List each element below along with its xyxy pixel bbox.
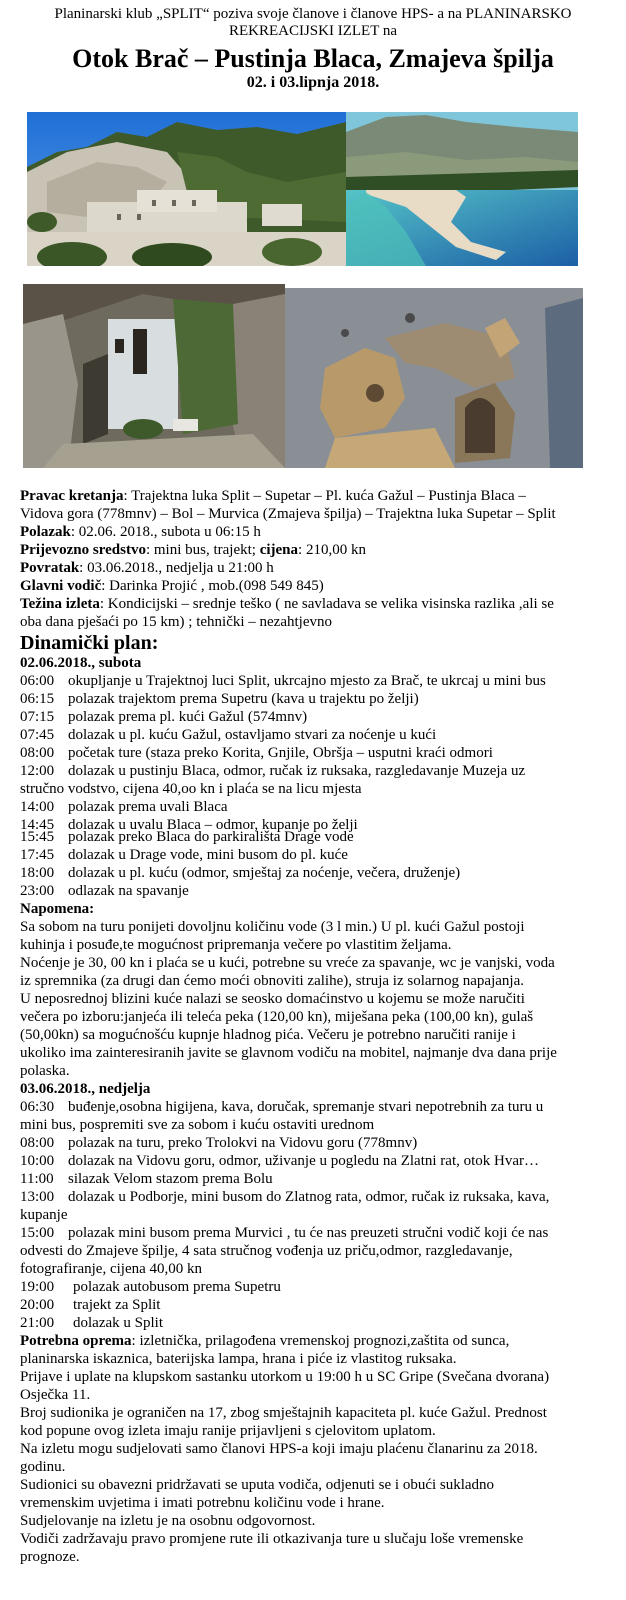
schedule-item: [20, 1224, 620, 1242]
schedule-item: [20, 672, 620, 690]
footer-line: godinu.: [20, 1459, 66, 1475]
price-value: : 210,00 kn: [298, 542, 366, 558]
schedule-item-continued: kupanje: [20, 1207, 68, 1223]
event-date: 02. i 03.lipnja 2018.: [246, 74, 380, 91]
schedule-item: [20, 828, 620, 846]
schedule-item: [20, 1152, 620, 1170]
note-line: iz spremnika (za drugi dan ćemo moći obnoviti zalihe), struja iz solarnog napajanja.: [20, 973, 524, 989]
trip-details: [20, 487, 620, 1566]
footer-line: Osječka 11.: [20, 1387, 91, 1403]
schedule-time: 17:45: [20, 847, 55, 863]
note-line: ukoliko ima zainteresiranih javite se glavnom vodiču na mobitel, najmanje dva dana prije: [20, 1045, 557, 1061]
schedule-item: [20, 744, 620, 762]
day2-heading: 03.06.2018., nedjelja: [20, 1081, 151, 1097]
schedule-time: 10:00: [20, 1153, 55, 1169]
schedule-item: [20, 798, 620, 816]
difficulty-label: Težina izleta: [20, 596, 100, 612]
equipment-value: : izletnička, prilagođena vremenskoj prognozi,zaštita od sunca,: [131, 1333, 510, 1349]
return-line: [20, 559, 620, 577]
schedule-text: dolazak u Drage vode, mini busom do pl. kuće: [68, 847, 348, 863]
zlatni-rat-photo: [346, 112, 578, 266]
guide-value: : Darinka Projić , mob.(098 549 845): [101, 578, 324, 594]
note-line: (50,00kn) sa mogućnošću kupnje hladnog pića. Večeru je potrebno naručiti ranije i: [20, 1027, 516, 1043]
footer-line: Prijave i uplate na klupskom sastanku utorkom u 19:00 h u SC Gripe (Svečana dvorana): [20, 1369, 550, 1385]
departure-line: [20, 523, 620, 541]
schedule-time: 13:00: [20, 1189, 55, 1205]
transport-label: Prijevozno sredstvo: [20, 542, 146, 558]
schedule-text: okupljanje u Trajektnoj luci Split, ukrcajno mjesto za Brač, te ukrcaj u mini bus: [68, 673, 546, 689]
pustinja-blaca-photo: [27, 112, 346, 266]
departure-value: : 02.06. 2018., subota u 06:15 h: [70, 524, 261, 540]
schedule-time: 08:00: [20, 745, 55, 761]
schedule-text: odlazak na spavanje: [68, 883, 189, 899]
schedule-text: dolazak u Podborje, mini busom do Zlatnog rata, odmor, ručak iz ruksaka, kava,: [68, 1189, 550, 1205]
schedule-item: [20, 1188, 620, 1206]
footer-line: Broj sudionika je ograničen na 17, zbog smještajnih kapaciteta pl. kuće Gažul. Prednost: [20, 1405, 547, 1421]
note-line: U neposrednoj blizini kuće nalazi se seosko domaćinstvo u kojemu se može naručiti: [20, 991, 525, 1007]
schedule-text: polazak trajektom prema Supetru (kava u trajektu po želji): [68, 691, 419, 707]
schedule-text: polazak autobusom prema Supetru: [73, 1279, 281, 1295]
schedule-item-continued: stručno vodstvo, cijena 40,oo kn i plaća se na licu mjesta: [20, 781, 362, 797]
schedule-item: [20, 1170, 620, 1188]
schedule-item: [20, 846, 620, 864]
schedule-text: polazak na turu, preko Trolokvi na Vidovu goru (778mnv): [68, 1135, 418, 1151]
price-label: cijena: [259, 542, 299, 558]
note-line: večera po izboru:janjeća ili teleća peka (120,00 kn), miješana peka (100,00 kn), gulaš: [20, 1009, 534, 1025]
schedule-text: polazak mini busom prema Murvici , tu će nas preuzeti stručni vodič koji će nas: [68, 1225, 549, 1241]
schedule-text: dolazak na Vidovu goru, odmor, uživanje u pogledu na Zlatni rat, otok Hvar…: [68, 1153, 540, 1169]
schedule-time: 06:30: [20, 1099, 55, 1115]
footer-line: Sudjelovanje na izletu je na osobnu odgovornost.: [20, 1513, 316, 1529]
difficulty-value: : Kondicijski – srednje teško ( ne savladava se velika visinska razlika ,ali se: [99, 596, 554, 612]
schedule-text: polazak prema uvali Blaca: [68, 799, 228, 815]
route-line: [20, 487, 620, 505]
cave-hermitage-photo: [23, 284, 285, 468]
schedule-text: buđenje,osobna higijena, kava, doručak, spremanje stvari nepotrebnih za turu u: [68, 1099, 544, 1115]
schedule-item: [20, 708, 620, 726]
schedule-time: 11:00: [20, 1171, 54, 1187]
difficulty-line-2: oba dana pješaći po 15 km) ; tehnički – nezahtjevno: [20, 614, 332, 630]
schedule-time: 06:00: [20, 673, 55, 689]
schedule-time: 21:00: [20, 1315, 55, 1331]
schedule-text: dolazak u pl. kuću (odmor, smještaj za noćenje, večera, druženje): [68, 865, 461, 881]
day1-heading: 02.06.2018., subota: [20, 655, 142, 671]
schedule-item-continued: mini bus, pospremiti sve za sobom i kuću ostaviti urednom: [20, 1117, 375, 1133]
schedule-time: 15:45: [20, 829, 55, 845]
equipment-line: [20, 1332, 620, 1350]
schedule-time: 23:00: [20, 883, 55, 899]
schedule-time: 14:00: [20, 799, 55, 815]
schedule-text: polazak preko Blaca do parkirališta Drage vode: [68, 829, 354, 845]
return-label: Povratak: [20, 560, 80, 576]
route-label: Pravac kretanja: [20, 488, 124, 504]
transport-value: : mini bus, trajekt;: [145, 542, 260, 558]
footer-line: Na izletu mogu sudjelovati samo članovi HPS-a koji imaju plaćenu članarinu za 2018.: [20, 1441, 538, 1457]
footer-line: kod popune ovog izleta imaju ranije prijavljeni s cjelovitom uplatom.: [20, 1423, 436, 1439]
schedule-time: 06:15: [20, 691, 55, 707]
schedule-time: 07:15: [20, 709, 55, 725]
route-line-2: Vidova gora (778mnv) – Bol – Murvica (Zmajeva špilja) – Trajektna luka Supetar – Split: [20, 506, 556, 522]
schedule-item: [20, 1278, 620, 1296]
schedule-text: dolazak u Split: [73, 1315, 163, 1331]
schedule-item: [20, 1296, 620, 1314]
schedule-time: 08:00: [20, 1135, 55, 1151]
schedule-item: [20, 726, 620, 744]
note-line: polaska.: [20, 1063, 70, 1079]
invitation-line-2: REKREACIJSKI IZLET na: [228, 23, 398, 39]
schedule-text: polazak prema pl. kući Gažul (574mnv): [68, 709, 308, 725]
invitation-line-1: Planinarski klub „SPLIT“ poziva svoje članove i članove HPS- a na PLANINARSKO: [54, 6, 572, 22]
note-line: Noćenje je 30, 00 kn i plaća se u kući, potrebne su vreće za spavanje, wc je vanjski, voda: [20, 955, 555, 971]
schedule-item: [20, 762, 620, 780]
return-value: : 03.06.2018., nedjelja u 21:00 h: [79, 560, 274, 576]
schedule-text: dolazak u pl. kuću Gažul, ostavljamo stvari za noćenje u kući: [68, 727, 437, 743]
schedule-time: 20:00: [20, 1297, 55, 1313]
footer-line: Vodiči zadržavaju pravo promjene rute ili otkazivanja ture u slučaju loše vremenske: [20, 1531, 524, 1547]
schedule-time: 12:00: [20, 763, 55, 779]
schedule-time: 19:00: [20, 1279, 55, 1295]
zmajeva-spilja-photo: [285, 288, 583, 468]
equipment-line-2: planinarska iskaznica, baterijska lampa, hrana i piće iz vlastitog ruksaka.: [20, 1351, 457, 1367]
schedule-text: silazak Velom stazom prema Bolu: [68, 1171, 273, 1187]
schedule-item-continued: odvesti do Zmajeve špilje, 4 sata stručnog vođenja uz priču,odmor, razgledavanje,: [20, 1243, 513, 1259]
schedule-item-continued: fotografiranje, cijena 40,00 kn: [20, 1261, 203, 1277]
schedule-item: [20, 690, 620, 708]
schedule-item: [20, 1098, 620, 1116]
note-line: kuhinja i posuđe,te mogućnost pripremanja večere po vlastitim željama.: [20, 937, 452, 953]
note-line: Sa sobom na turu ponijeti dovoljnu količinu vode (3 l min.) U pl. kući Gažul postoji: [20, 919, 525, 935]
schedule-item: [20, 1134, 620, 1152]
schedule-time: 18:00: [20, 865, 55, 881]
schedule-item: [20, 1314, 620, 1332]
plan-heading: Dinamički plan:: [20, 632, 159, 654]
schedule-time: 15:00: [20, 1225, 55, 1241]
schedule-text: dolazak u pustinju Blaca, odmor, ručak iz ruksaka, razgledavanje Muzeja uz: [68, 763, 526, 779]
footer-line: Sudionici su obavezni pridržavati se uputa vodiča, odjenuti se i obući sukladno: [20, 1477, 495, 1493]
equipment-label: Potrebna oprema: [20, 1333, 132, 1349]
guide-line: [20, 577, 620, 595]
schedule-time: 07:45: [20, 727, 55, 743]
note-heading: Napomena:: [20, 901, 95, 917]
schedule-time: 14:45: [20, 817, 55, 833]
route-value: : Trajektna luka Split – Supetar – Pl. kuća Gažul – Pustinja Blaca –: [123, 488, 526, 504]
schedule-text: početak ture (staza preko Korita, Gnjile, Obršja – usputni kraći odmori: [68, 745, 493, 761]
page-title: Otok Brač – Pustinja Blaca, Zmajeva špilja: [72, 44, 554, 73]
guide-label: Glavni vodič: [20, 578, 102, 594]
transport-line: [20, 541, 620, 559]
schedule-item: [20, 864, 620, 882]
footer-line: vremenskim uvjetima i imati potrebnu količinu vode i hrane.: [20, 1495, 385, 1511]
schedule-text: trajekt za Split: [73, 1297, 161, 1313]
schedule-item: [20, 816, 620, 833]
difficulty-line: [20, 595, 620, 613]
departure-label: Polazak: [20, 524, 71, 540]
footer-line: prognoze.: [20, 1549, 80, 1565]
invitation-text: [0, 6, 626, 40]
schedule-text: dolazak u uvalu Blaca – odmor, kupanje po želji: [68, 817, 358, 833]
schedule-item: [20, 882, 620, 900]
